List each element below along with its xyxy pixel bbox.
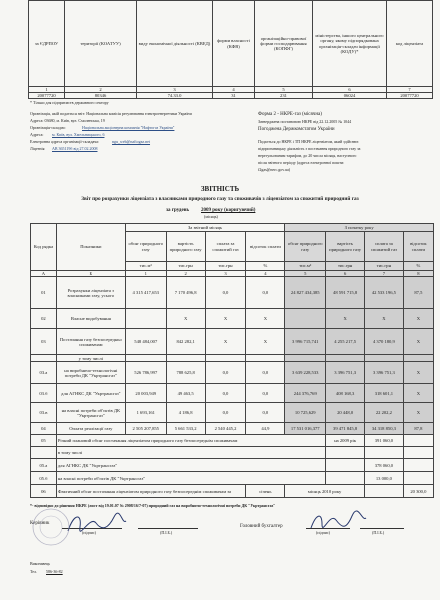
col-period-group-header: За звітний місяць [125,224,284,232]
head-label: Керівник [30,521,50,526]
footnote-ukrtransgaz: *- відповідно до рішення НКРЕ (лист від 19.01.07 № 2908/16/7-07) природний газ на виробничо-технологічні потреби ДК "Укртрансгаз" [30,503,276,508]
header-num-7: 7 [387,87,433,93]
form-approved: Затверджена постановою НКРЕ від 22.12.2005 № 1044 [258,119,352,124]
col-ytd-volume: обсяг природного газу [285,232,326,262]
tel-value: 586-36-82 [46,569,63,574]
main-report-table [30,223,434,498]
form-submission-4: після звітного періоду (адреса електронної пошти: [258,160,345,165]
head-name-line [138,528,198,529]
col-code-header: Код рядка [31,224,57,271]
report-title: ЗВІТНІСТЬ [200,185,240,193]
header-val-licensee-code: 20077720 [387,93,433,99]
org-line-compiler-value: Національна акціонерна компанія "Нафтогаз України" [82,125,175,130]
org-line-recipient: Організація, якій подається звіт: Національна комісія регулювання електроенергетики України [30,111,192,116]
header-num-4: 4 [213,87,255,93]
org-line-compiler-label: Організація-складач: [30,125,66,130]
report-period-value: 2009 року (коригуючий) [201,208,256,213]
num-2: 2 [166,271,205,277]
table-row: 03.а на виробничо-технологічні потреби ДК "Укртрансгаз" 526 786,997 788 625,8 0,0 0,0 3 639 228,533 3 396 751,3 3 396 751,3 X [31,362,434,384]
accountant-label: Головний бухгалтер [240,524,283,529]
report-period-note: (місяць) [204,214,218,219]
header-num-1: 1 [29,87,65,93]
num-a: А [31,271,57,277]
table-row: 03.в на власні потреби об'єктів ДК "Укртрансгаз" 1 693,161 4 186,8 0,0 0,0 10 725,629 20 448,0 22 202,2 X [31,403,434,423]
unit-period-pct: % [246,262,285,271]
header-val-kopfg: 231 [255,93,313,99]
accountant-pib-note: (П.І.Б.) [372,530,385,535]
header-val-kved: 74.33.0 [137,93,213,99]
num-6: 6 [326,271,365,277]
org-line-address-value: м. Київ, вул. Хмельницького, 6 [52,132,105,137]
header-val-kfv: 31 [213,93,255,99]
table-row: 03 Постачання газу безпосередньо споживачам 548 484,007 842 282,1 X X 3 996 715,741 4 255 217,5 4 370 180,9 X [31,329,434,355]
unit-ytd-pct: % [403,262,433,271]
header-col-kodu: міністерства, іншого центрального органу, якому підпорядкована організація-складач інформації (КОДУ)* [313,1,387,87]
col-ytd-cost: вартість природного газу [326,232,365,262]
table-row: 05 Річний плановий обсяг постачання ліцензіатом природного газу безпосереднім споживачам на 2009 рік 391 060,0 [31,435,434,447]
head-sign-note: (підпис) [82,530,97,535]
header-col-licensee-code: код ліцензіата [387,1,433,87]
num-b: Б [56,271,125,277]
org-line-email-value: ngu_web@naftogaz.net [112,139,151,144]
col-period-volume: обсяг природного газу [125,232,166,262]
table-row: 01 Розрахунки ліцензіата з власниками газу, усього 4 315 417,653 7 170 496,8 0,0 0,0 24 827 434,385 48 591 715,8 42 533 196,5 87,5 [31,277,434,309]
col-ytd-group-header: З початку року [285,224,434,232]
header-num-6: 6 [313,87,387,93]
table-row: 02 Власне видобування X X X X X X [31,309,434,329]
header-num-3: 3 [137,87,213,93]
form-submission-2: підприємницьку діяльність з постачання природного газу за [258,146,361,151]
org-line-recipient-address: Адреса: 03680, м. Київ, вул. Смоленська, 19 [30,118,105,123]
form-agreed: Погоджена Держкомстатом України [258,127,335,132]
header-col-koatuu: території (КОАТУУ) [65,1,137,87]
unit-period-cost: тис.грн [166,262,205,271]
accountant-signature [308,508,368,534]
col-period-cost: вартість природного газу [166,232,205,262]
head-signature [64,509,128,537]
form-number: Форма 2 - НКРЕ-газ (місячна) [258,112,322,117]
executor-label: Виконавець [30,561,51,566]
num-3: 3 [205,271,246,277]
col-period-paid: сплата за спожитий газ [205,232,246,262]
col-indicator-header: Показники [56,224,125,271]
num-1: 1 [125,271,166,277]
header-val-koatuu: 80346 [65,93,137,99]
header-footnote: * Тільки для підприємств державного сектору [30,100,109,105]
unit-period-paid: тис.грн [205,262,246,271]
org-line-email-label: Електронна адреса організації-складача: [30,139,100,144]
org-line-address-label: Адреса: [30,132,44,137]
num-5: 5 [285,271,326,277]
table-row: 05.б на власні потреби об'єктів ДК "Укртрансгаз" 13 000,0 [31,472,434,485]
table-row: в тому числі [31,447,434,459]
table-row: 03.б для АГНКС ДК "Укртрансгаз" 20 003,949 49 463,5 0,0 0,0 244 376,769 408 168,3 318 601,1 X [31,384,434,403]
unit-period-volume: тис.м³ [125,262,166,271]
unit-ytd-cost: тис.грн [326,262,365,271]
stamp-mark [30,506,72,548]
org-line-license-label: Ліцензія [30,146,45,151]
col-period-pct: відсоток сплати [246,232,285,262]
table-row: 04 Оплата реалізації газу 2 505 207,855 5 661 533,2 2 540 445,2 44,9 17 531 016,377 39 471 845,8 34 318 850,3 87,8 [31,423,434,435]
header-codes-table [28,0,433,99]
header-col-edrpou: за ЄДРПОУ [29,1,65,87]
num-7: 7 [365,271,404,277]
report-subtitle: Звіт про розрахунки ліцензіата з власниками природного газу та споживачів з ліцензіатом за спожитий природний газ [81,196,359,202]
header-col-kfv: форми власності (КФВ) [213,1,255,87]
header-col-kved: виду економічної діяльності (КВЕД) [137,1,213,87]
report-period-prefix: за грудень [166,208,190,213]
table-row: 05.а для АГНКС ДК "Укртрансгаз" 378 060,0 [31,459,434,472]
header-num-5: 5 [255,87,313,93]
form-submission-5: f2gas@nerc.gov.ua) [258,167,291,172]
header-num-2: 2 [65,87,137,93]
num-4: 4 [246,271,285,277]
col-ytd-pct: відсоток сплати [403,232,433,262]
table-row: у тому числі [31,355,434,362]
head-pib-note: (П.І.Б.) [160,530,173,535]
header-val-edrpou: 20077720 [29,93,65,99]
org-line-license-value: АВ 365119б від 27.02.2008 [52,146,98,151]
form-submission-3: нерегульованим тарифом, до 20 числа місяця, наступного [258,153,357,158]
header-col-kopfg: організаційно-правової форми господарювання (КОПФГ) [255,1,313,87]
num-8: 8 [403,271,433,277]
form-submission-1: Подається до НКРЕ і ТП НКРЕ ліцензіатом, який здійснює [258,139,359,144]
unit-ytd-volume: тис.м³ [285,262,326,271]
header-val-kodu: 06024 [313,93,387,99]
col-ytd-paid: сплата за спожитий газ [365,232,404,262]
accountant-sign-note: (підпис) [316,530,331,535]
table-row: 06 Фактичний обсяг постачання ліцензіатом природного газу безпосереднім споживачам за січень місяць 2010 року 20 300,0 [31,485,434,498]
unit-ytd-paid: тис.грн [365,262,404,271]
tel-label: Тел. [30,569,38,574]
